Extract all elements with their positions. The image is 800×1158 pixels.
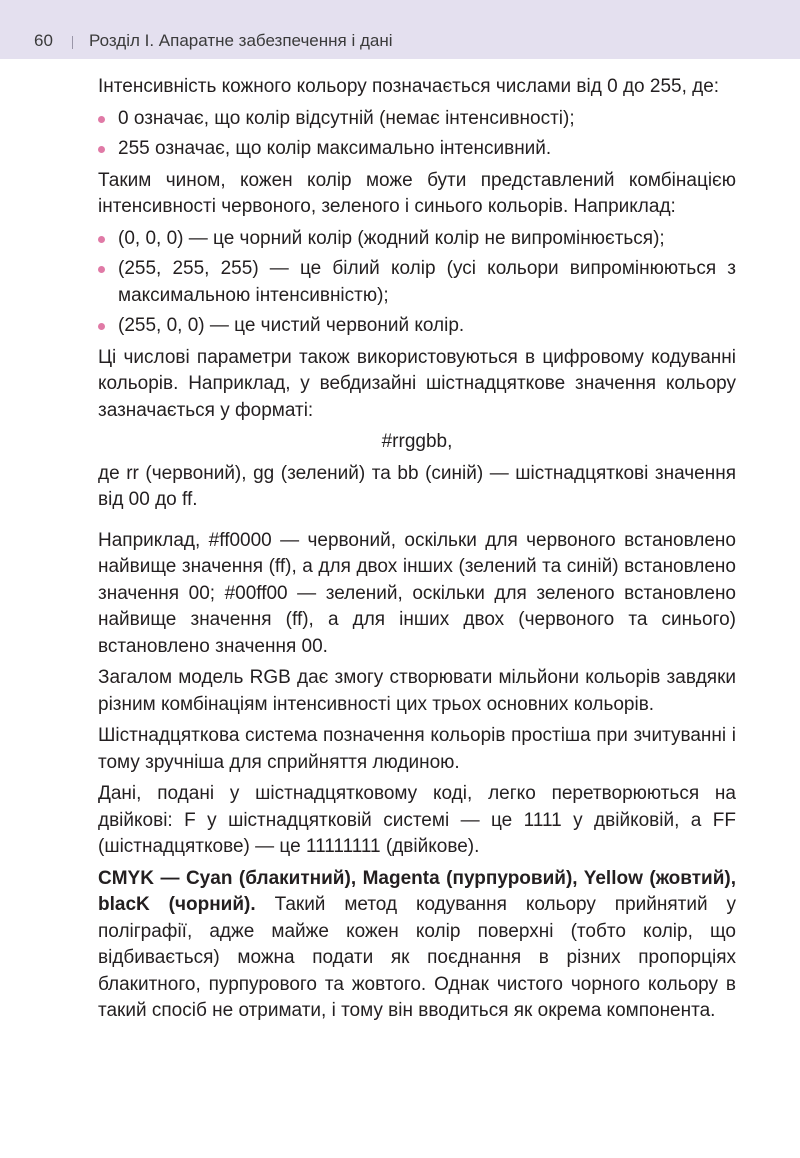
cmyk-text: Такий метод кодування кольору прийнятий у поліграфії, адже майже кожен колір поверхні (тобто колір, що відбивається) можна подати як поєднання в різних пропорціях блакитного, пурпурового та жовтого. Однак чистого чорного кольору в такий спосіб не отримати, і тому він вводиться як окрема компонента. xyxy=(98,894,736,1021)
list-item xyxy=(98,136,736,163)
page-content xyxy=(98,74,736,1030)
intensity-list xyxy=(98,106,736,163)
hex-example-paragraph: Наприклад, #ff0000 — червоний, оскільки для червоного встановлено найвище значення (ff), а для двох інших (зелений та синій) встановлено значення 00; #00ff00 — зелений, оскільки для зеленого встановлено найвище значення (ff), а для інших двох (червоного та синього) встановлено значення 00. xyxy=(98,529,736,657)
list-item-text: (255, 0, 0) — це чистий червоний колір. xyxy=(118,315,465,336)
bullet-icon xyxy=(98,116,105,123)
bullet-icon xyxy=(98,266,105,273)
cmyk-paragraph xyxy=(98,866,736,1025)
example-list xyxy=(98,226,736,340)
bullet-icon xyxy=(98,323,105,330)
combination-paragraph: Таким чином, кожен колір може бути представлений комбінацією інтенсивності червоного, зеленого і синього кольорів. Наприклад: xyxy=(98,169,736,217)
hex-readability-paragraph: Шістнадцяткова система позначення кольорів простіша при зчитуванні і тому зручніша для сприйняття людиною. xyxy=(98,725,736,773)
list-item-text: 255 означає, що колір максимально інтенсивний. xyxy=(118,138,552,159)
rgb-summary-paragraph: Загалом модель RGB дає змогу створювати мільйони кольорів завдяки різним комбінаціям інтенсивності цих трьох основних кольорів. xyxy=(98,667,736,715)
list-item-text: 0 означає, що колір відсутній (немає інтенсивності); xyxy=(118,107,575,129)
chapter-title: Розділ І. Апаратне забезпечення і дані xyxy=(89,31,393,50)
list-item xyxy=(98,313,736,340)
list-item-text: (0, 0, 0) — це чорний колір (жодний колір не випромінюється); xyxy=(118,227,665,249)
hex-explanation-paragraph: де rr (червоний), gg (зелений) та bb (синій) — шістнадцяткові значення від 00 до ff. xyxy=(98,462,736,510)
list-item-text: (255, 255, 255) — це білий колір (усі кольори випромінюються з максимальною інтенсивністю); xyxy=(118,258,736,306)
header-divider xyxy=(72,36,73,49)
list-item xyxy=(98,106,736,133)
page-header xyxy=(0,0,800,59)
bullet-icon xyxy=(98,146,105,153)
bullet-icon xyxy=(98,236,105,243)
numeric-params-paragraph: Ці числові параметри також використовуються в цифровому кодуванні кольорів. Наприклад, у вебдизайні шістнадцяткове значення кольору зазначається у форматі: xyxy=(98,346,736,421)
list-item xyxy=(98,226,736,253)
intro-paragraph: Інтенсивність кожного кольору позначається числами від 0 до 255, де: xyxy=(98,76,720,97)
cmyk-heading: CMYK — Cyan (блакитний), Magenta (пурпуровий), Yellow (жовтий), blacK (чорний). xyxy=(98,867,736,915)
hex-format: #rrggbb, xyxy=(381,431,453,452)
hex-conversion-paragraph: Дані, подані у шістнадцятковому коді, легко перетворюються на двійкові: F у шістнадцятковій системі — це 1111 у двійковій, а FF (шістнадцяткове) — це 11111111 (двійкове). xyxy=(98,783,736,857)
list-item xyxy=(98,256,736,309)
page-number: 60 xyxy=(34,31,53,50)
